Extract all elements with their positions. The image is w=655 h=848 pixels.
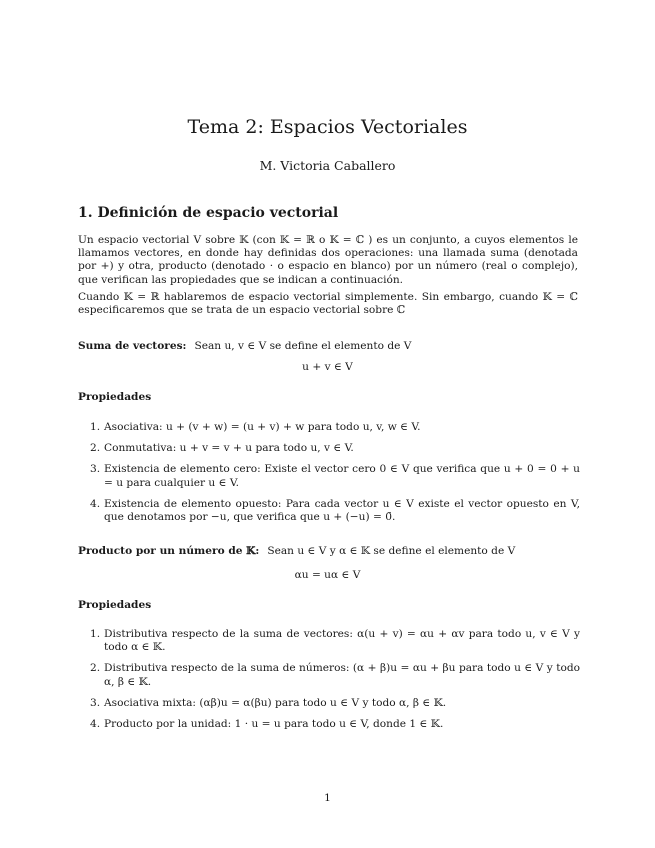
product-properties-heading: Propiedades (78, 599, 152, 611)
list-item: 1. Asociativa: u + (v + w) = (u + v) + w para todo u, v, w ∈ V. (90, 421, 421, 433)
intro-paragraph: Un espacio vectorial V sobre 𝕂 (con 𝕂 = ℝ o 𝕂 = ℂ ) es un conjunto, a cuyos elementos le llamamos vectores, en donde hay definidas dos operaciones: una llamada suma (denotada por +) y otra, producto (denotado · o espacio en blanco) por un número (real o complejo), que verifican las propiedades que se indican a continuación. (78, 234, 578, 286)
list-item: 3. Asociativa mixta: (αβ)u = α(βu) para todo u ∈ V y todo α, β ∈ 𝕂. (90, 696, 447, 709)
sum-label: Suma de vectores: (78, 340, 187, 352)
list-item: 4. Producto por la unidad: 1 · u = u para todo u ∈ V, donde 1 ∈ 𝕂. (90, 718, 444, 731)
author: M. Victoria Caballero (259, 158, 396, 173)
product-label: Producto por un número de 𝕂: (78, 545, 260, 557)
section-number: 1. (78, 205, 93, 221)
list-item: 4. Existencia de elemento opuesto: Para cada vector u ∈ V existe el vector opuesto en V, que denotamos por −u, que verifica que u + (−u) = 0̄. (90, 497, 580, 524)
sum-properties-list (78, 421, 580, 532)
list-item: 3. Existencia de elemento cero: Existe el vector cero 0 ∈ V que verifica que u + 0 = 0 + u = u para cualquier u ∈ V. (90, 463, 580, 489)
product-text: Sean u ∈ V y α ∈ 𝕂 se define el elemento de V (267, 545, 516, 557)
section-title: Definición de espacio vectorial (97, 205, 339, 221)
sum-definition (78, 340, 411, 352)
list-item: 2. Distributiva respecto de la suma de números: (α + β)u = αu + βu para todo u ∈ V y todo α, β ∈ 𝕂. (90, 662, 580, 688)
document-title: Tema 2: Espacios Vectoriales (187, 116, 468, 138)
product-definition (78, 545, 515, 557)
page-number: 1 (324, 792, 331, 804)
sum-display-formula: u + v ∈ V (302, 361, 353, 373)
list-item: 2. Conmutativa: u + v = v + u para todo u, v ∈ V. (90, 442, 354, 455)
section-heading (78, 205, 338, 221)
sum-text: Sean u, v ∈ V se define el elemento de V (194, 340, 412, 352)
field-note-paragraph: Cuando 𝕂 = ℝ hablaremos de espacio vectorial simplemente. Sin embargo, cuando 𝕂 = ℂ especificaremos que se trata de un espacio vectorial sobre ℂ (78, 291, 578, 317)
sum-properties-heading: Propiedades (78, 391, 152, 403)
product-display-formula: αu = uα ∈ V (294, 569, 361, 581)
list-item: 1. Distributiva respecto de la suma de vectores: α(u + v) = αu + αv para todo u, v ∈ V y todo α ∈ 𝕂. (90, 628, 580, 654)
product-properties-list (78, 628, 580, 739)
